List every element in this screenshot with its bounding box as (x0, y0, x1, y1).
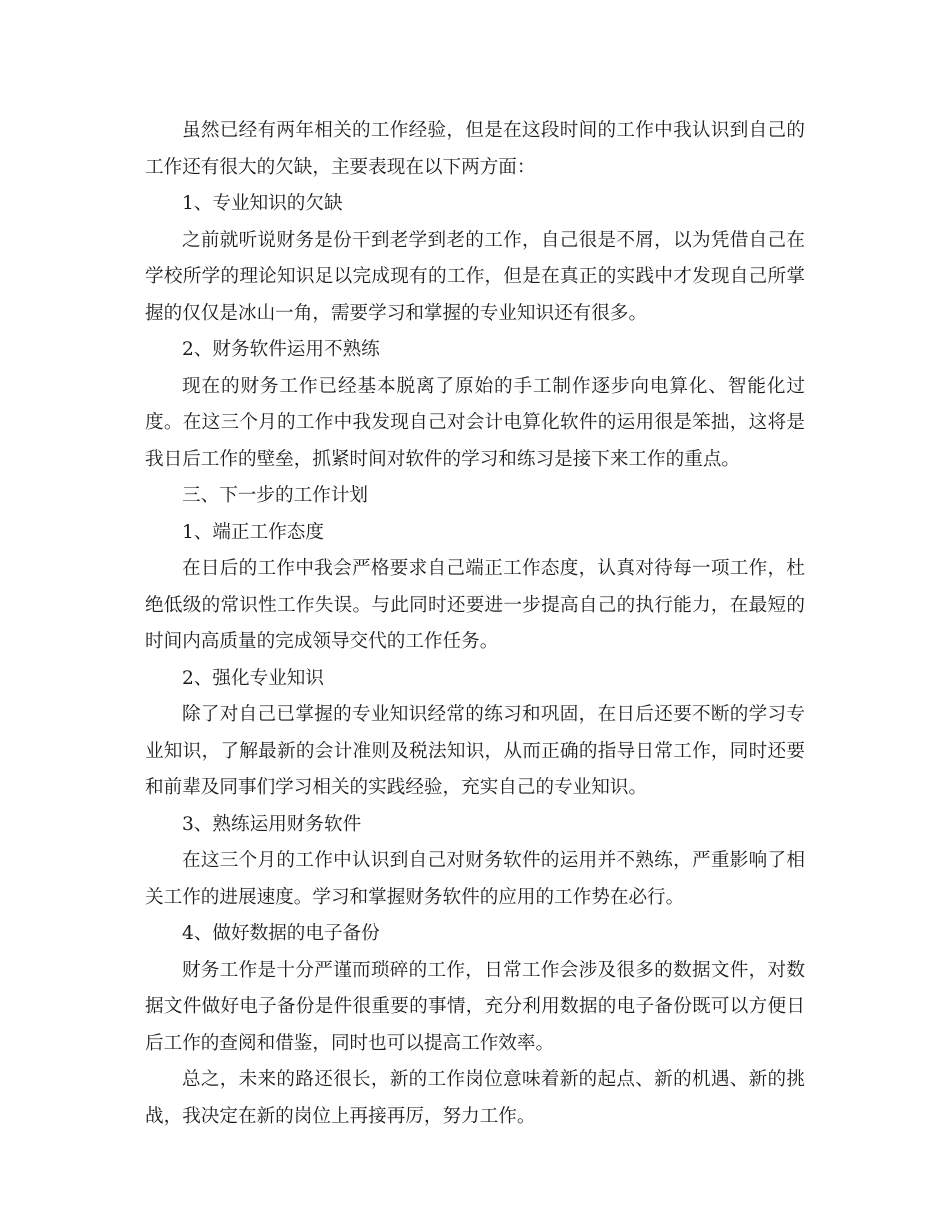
paragraph-software-unfamiliar: 现在的财务工作已经基本脱离了原始的手工制作逐步向电算化、智能化过度。在这三个月的工作中我发现自己对会计电算化软件的运用很是笨拙，这将是我日后工作的壁垒，抓紧时间对软件的学习和练习是接下来工作的重点。 (145, 375, 805, 470)
heading-strengthen-knowledge: 2、强化专业知识 (182, 667, 324, 689)
paragraph-conclusion: 总之，未来的路还很长，新的工作岗位意味着新的起点、新的机遇、新的挑战，我决定在新的岗位上再接再厉，努力工作。 (145, 1069, 805, 1127)
paragraph-strengthen-knowledge: 除了对自己已掌握的专业知识经常的练习和巩固，在日后还要不断的学习专业知识，了解最新的会计准则及税法知识，从而正确的指导日常工作，同时还要和前辈及同事们学习相关的实践经验，充实自己的专业知识。 (145, 704, 805, 798)
heading-data-backup: 4、做好数据的电子备份 (182, 923, 380, 944)
heading-next-step-plan: 三、下一步的工作计划 (182, 485, 368, 506)
heading-master-software: 3、熟练运用财务软件 (182, 813, 362, 835)
document-body (145, 113, 805, 1135)
paragraph-data-backup: 财务工作是十分严谨而琐碎的工作，日常工作会涉及很多的数据文件，对数据文件做好电子备份是件很重要的事情，充分利用数据的电子备份既可以方便日后工作的查阅和借鉴，同时也可以提高工作效率。 (145, 959, 805, 1054)
paragraph-master-software: 在这三个月的工作中认识到自己对财务软件的运用并不熟练，严重影响了相关工作的进展速度。学习和掌握财务软件的应用的工作势在必行。 (145, 850, 805, 908)
paragraph-experience-intro: 虽然已经有两年相关的工作经验，但是在这段时间的工作中我认识到自己的工作还有很大的欠缺，主要表现在以下两方面： (145, 120, 805, 178)
heading-software-unfamiliar: 2、财务软件运用不熟练 (182, 339, 380, 360)
paragraph-attitude: 在日后的工作中我会严格要求自己端正工作态度，认真对待每一项工作，杜绝低级的常识性工作失误。与此同时还要进一步提高自己的执行能力，在最短的时间内高质量的完成领导交代的工作任务。 (145, 558, 805, 652)
heading-professional-knowledge-gap: 1、专业知识的欠缺 (182, 193, 343, 214)
heading-attitude: 1、端正工作态度 (182, 521, 324, 543)
paragraph-professional-knowledge-gap: 之前就听说财务是份干到老学到老的工作，自己很是不屑，以为凭借自己在学校所学的理论知识足以完成现有的工作，但是在真正的实践中才发现自己所掌握的仅仅是冰山一角，需要学习和掌握的专业知识还有很多。 (145, 229, 805, 324)
